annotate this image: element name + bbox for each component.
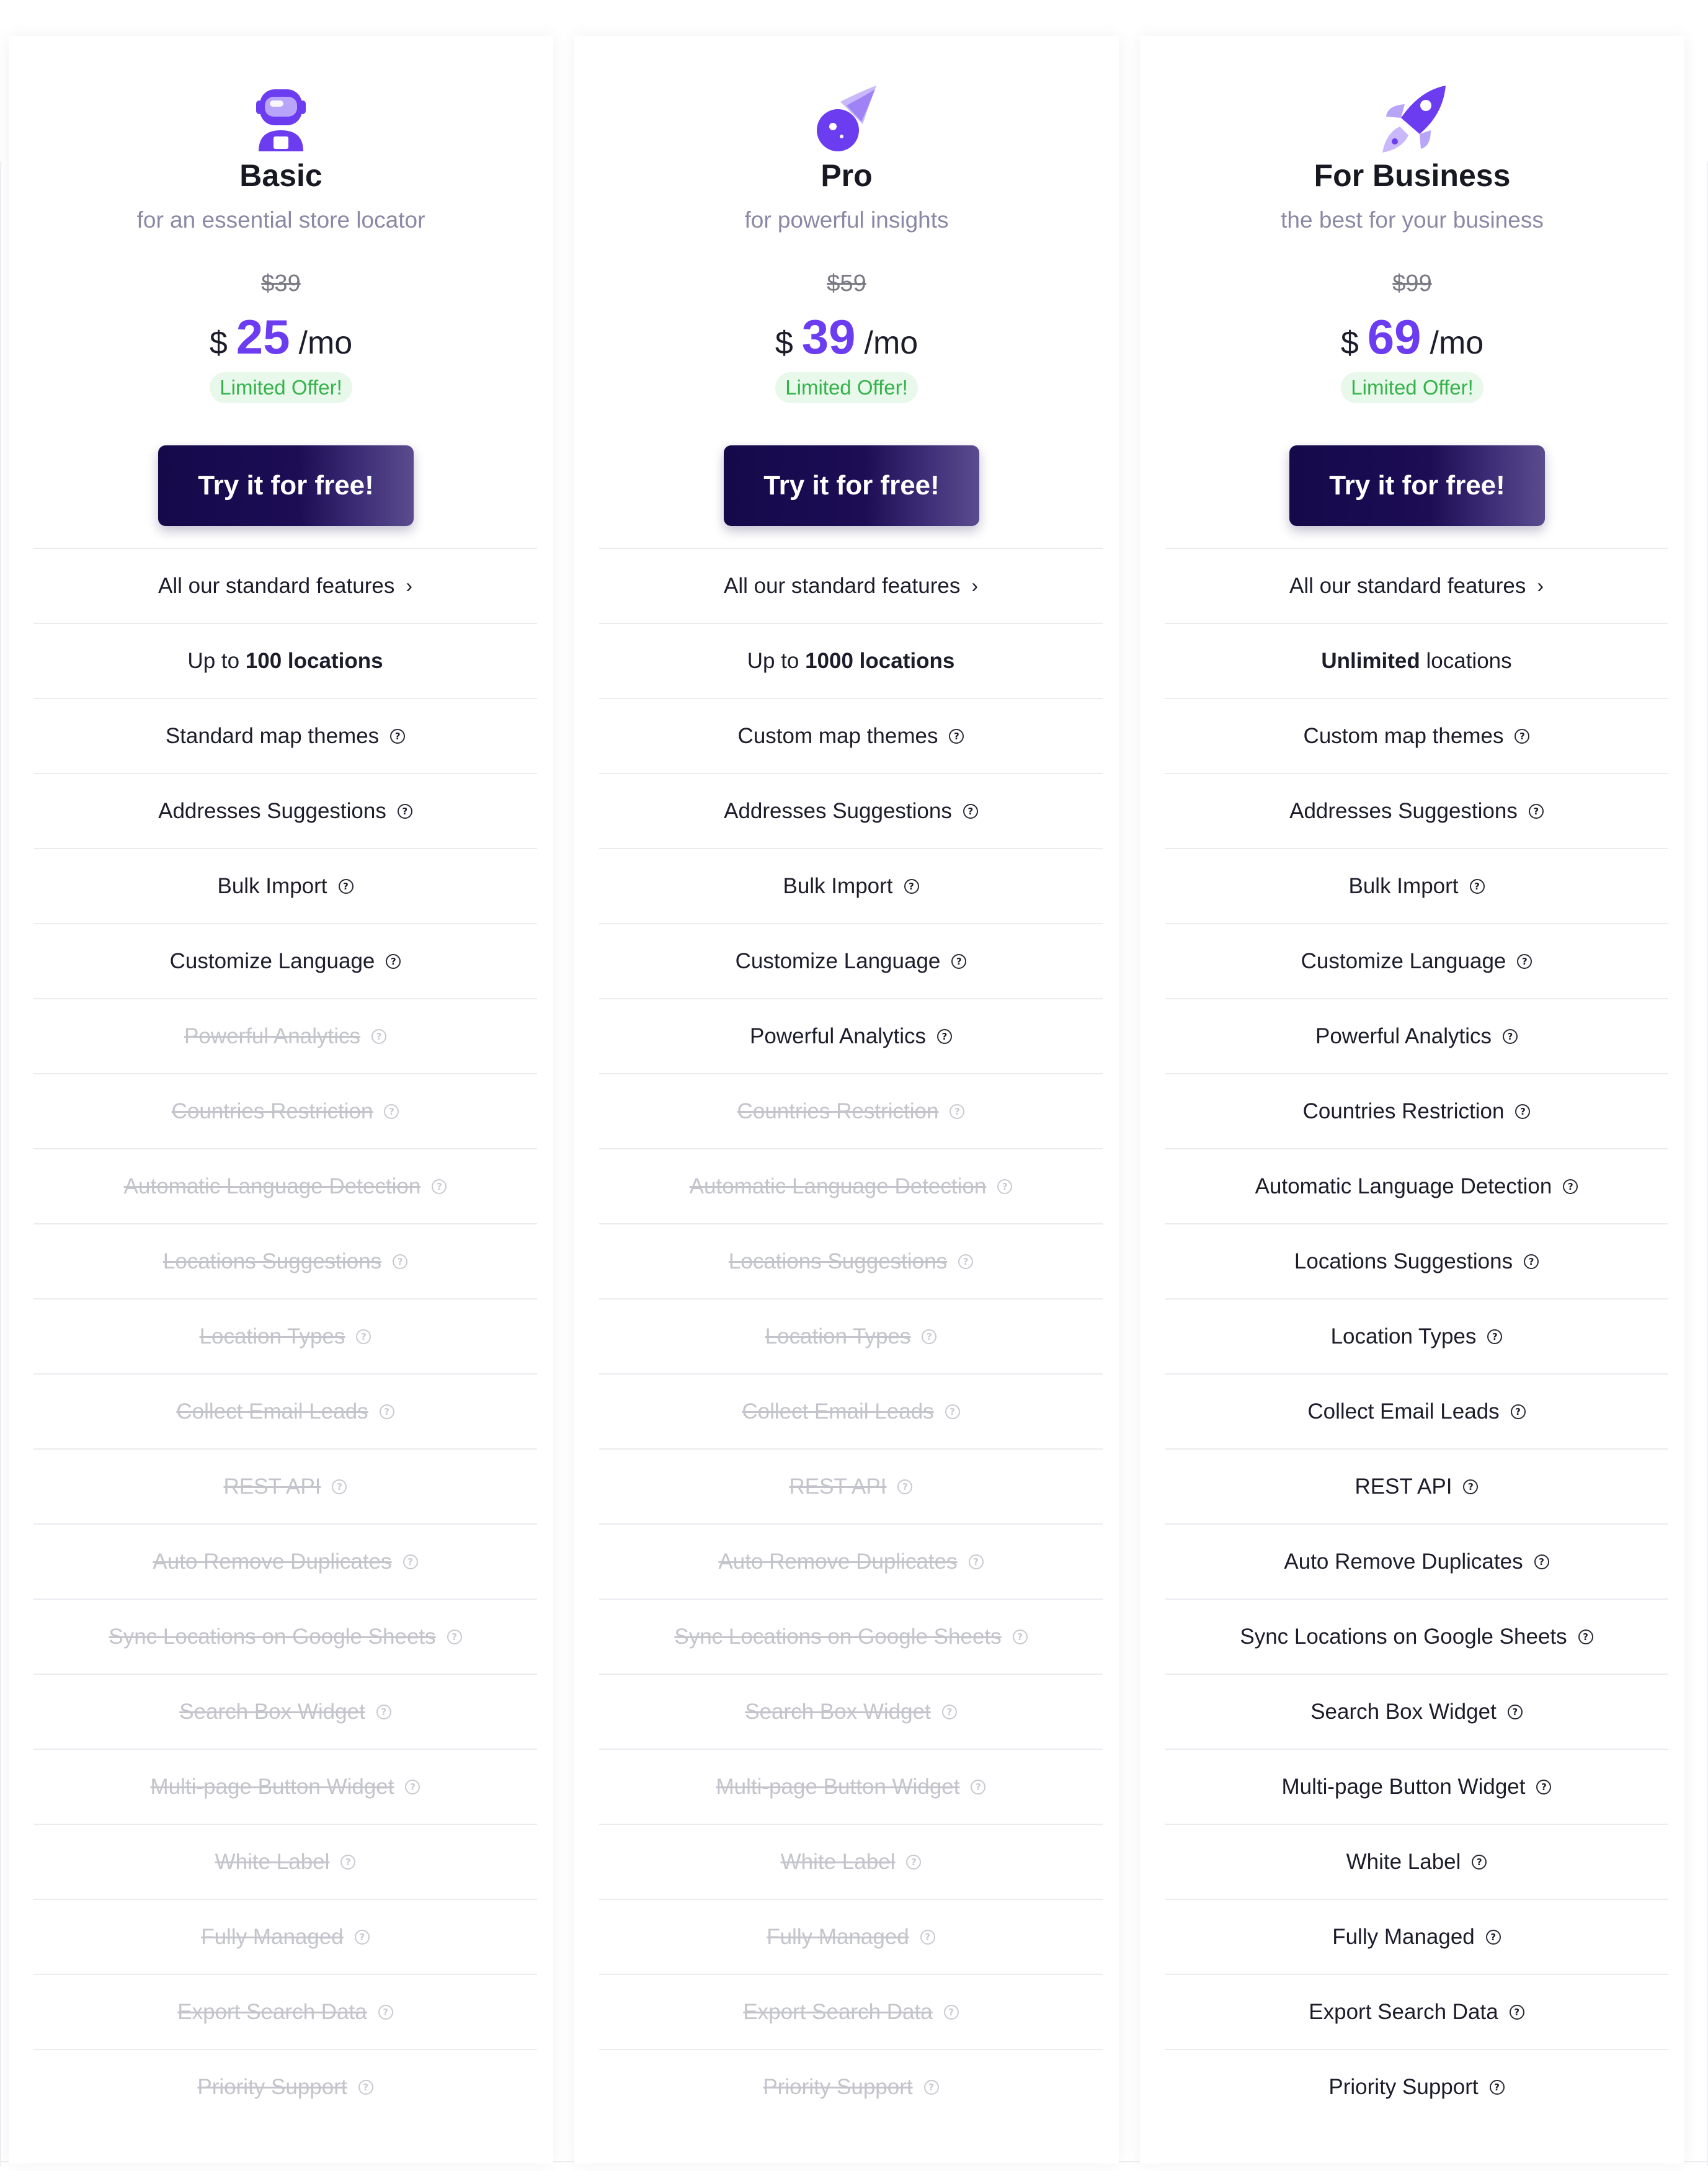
feature-label: Powerful Analytics [184,1023,361,1048]
feature-label: Search Box Widget [1310,1699,1497,1724]
help-icon[interactable]: ? [1510,2005,1524,2020]
price-amount: 25 [236,310,290,364]
help-icon[interactable]: ? [951,954,966,969]
feature-label: Custom map themes [1303,723,1504,748]
feature-label: Addresses Suggestions [1289,798,1518,823]
help-icon[interactable]: ? [1463,1479,1478,1494]
feature-row [33,1598,537,1674]
feature-row-locations [33,623,537,698]
help-icon[interactable]: ? [944,2005,959,2020]
help-icon[interactable]: ? [897,1479,912,1494]
help-icon[interactable]: ? [963,804,978,819]
feature-label: Locations Suggestions [162,1249,382,1273]
help-icon[interactable]: ? [386,954,401,969]
feature-label: Custom map themes [737,723,938,748]
feature-row [599,1298,1103,1373]
feature-row [599,1223,1103,1298]
feature-row [1165,998,1668,1073]
old-price: $39 [261,270,301,296]
help-icon[interactable]: ? [945,1404,960,1419]
help-icon[interactable]: ? [1486,1930,1501,1945]
try-free-button[interactable]: Try it for free! [158,445,414,526]
help-icon[interactable]: ? [1470,879,1485,894]
feature-list [599,548,1103,2124]
feature-row [1165,923,1668,998]
plan-header [1140,36,1684,557]
locations-limit: Unlimited [1321,648,1420,673]
feature-row [33,1148,537,1223]
rocket-icon [1369,77,1456,164]
feature-label: REST API [1354,1474,1452,1499]
help-icon[interactable]: ? [339,879,354,894]
plan-name: Pro [821,158,873,193]
feature-row [33,1448,537,1523]
feature-list [33,548,537,2124]
help-icon[interactable]: ? [1511,1404,1526,1419]
feature-row [1165,1824,1668,1899]
plan-subtitle: for powerful insights [744,207,949,233]
feature-label: All our standard features [724,573,961,598]
feature-label: Collect Email Leads [1307,1399,1500,1424]
feature-row [33,1523,537,1598]
plan-card-business [1140,36,1684,2164]
help-icon[interactable]: ? [398,804,412,819]
feature-label: Search Box Widget [745,1699,931,1724]
feature-label: Countries Restriction [737,1099,939,1123]
old-price: $59 [827,270,866,296]
plan-card-basic [9,36,553,2164]
feature-row [33,1974,537,2049]
help-icon[interactable]: ? [356,1329,371,1344]
help-icon[interactable]: ? [997,1179,1012,1194]
chevron-right-icon: › [406,574,412,597]
feature-label: Customize Language [169,948,375,973]
feature-row [599,848,1103,923]
feature-label: REST API [789,1474,887,1499]
limited-offer-badge: Limited Offer! [775,372,917,403]
help-icon[interactable]: ? [405,1780,420,1794]
feature-row [33,1073,537,1148]
old-price: $99 [1392,270,1432,296]
feature-label: Fully Managed [767,1924,909,1949]
help-icon[interactable]: ? [1487,1329,1502,1344]
pricing-plans [0,36,1708,2164]
standard-features-link[interactable] [599,548,1103,623]
chevron-right-icon: › [971,574,978,597]
help-icon[interactable]: ? [904,879,919,894]
feature-row [1165,1298,1668,1373]
locations-limit: 100 locations [245,648,383,673]
currency-symbol: $ [209,325,228,361]
astronaut-icon [238,77,324,164]
help-icon[interactable]: ? [1578,1629,1593,1644]
feature-row [599,773,1103,848]
feature-label: Sync Locations on Google Sheets [1240,1624,1567,1649]
help-icon[interactable]: ? [906,1855,921,1870]
feature-row [1165,1899,1668,1974]
currency-symbol: $ [1340,325,1359,361]
help-icon[interactable]: ? [949,729,964,744]
feature-row [33,1674,537,1749]
locations-prefix: Up to [187,648,246,673]
feature-row [1165,848,1668,923]
help-icon[interactable]: ? [358,2080,373,2095]
feature-row [599,1598,1103,1674]
help-icon[interactable]: ? [971,1780,985,1794]
feature-label: Priority Support [197,2074,347,2099]
feature-row [599,1148,1103,1223]
feature-label [1321,649,1511,674]
feature-row [1165,1073,1668,1148]
feature-row [599,1674,1103,1749]
feature-label: Locations Suggestions [728,1249,948,1273]
feature-row [33,1824,537,1899]
feature-label: Customize Language [1301,948,1506,973]
feature-row-locations [1165,623,1668,698]
limited-offer-badge: Limited Offer! [210,372,352,403]
feature-label: Automatic Language Detection [689,1174,987,1198]
feature-label: Standard map themes [165,723,380,748]
feature-row [599,1974,1103,2049]
feature-label: Location Types [765,1324,911,1349]
feature-row-locations [599,623,1103,698]
plan-card-pro [574,36,1119,2164]
help-icon[interactable]: ? [447,1629,462,1644]
feature-label: Sync Locations on Google Sheets [674,1624,1002,1649]
plan-name: Basic [239,158,322,193]
feature-label: Multi-page Button Widget [716,1774,960,1799]
feature-label: Automatic Language Detection [1255,1174,1552,1198]
feature-label: Export Search Data [1309,1999,1498,2024]
feature-label: Search Box Widget [179,1699,365,1724]
help-icon[interactable]: ? [1524,1254,1539,1269]
feature-row [599,1899,1103,1974]
help-icon[interactable]: ? [937,1029,952,1044]
feature-label: Automatic Language Detection [123,1174,421,1198]
help-icon[interactable]: ? [1515,1104,1530,1119]
price-amount: 39 [801,310,856,364]
feature-label: Auto Remove Duplicates [1284,1549,1523,1574]
feature-label: Bulk Import [217,873,327,898]
feature-row [1165,773,1668,848]
feature-label: Priority Support [1328,2074,1479,2099]
price-period: /mo [1430,325,1484,361]
try-free-button[interactable]: Try it for free! [1289,445,1545,526]
help-icon[interactable]: ? [1563,1179,1578,1194]
plan-name: For Business [1314,158,1511,193]
feature-row [33,698,537,773]
feature-label: Addresses Suggestions [158,798,386,823]
feature-label: Priority Support [763,2074,913,2099]
feature-row [599,1073,1103,1148]
help-icon[interactable]: ? [376,1705,391,1719]
price-amount: 69 [1367,310,1421,364]
feature-label: REST API [223,1474,321,1499]
feature-label: Export Search Data [743,1999,933,2024]
feature-label: Addresses Suggestions [724,798,952,823]
help-icon[interactable]: ? [403,1554,418,1569]
help-icon[interactable]: ? [920,1930,935,1945]
feature-row [1165,1598,1668,1674]
feature-row [33,1298,537,1373]
plan-subtitle: for an essential store locator [136,207,425,233]
feature-label: White Label [780,1849,896,1874]
help-icon[interactable]: ? [1490,2080,1505,2095]
price-period: /mo [298,325,353,361]
meteor-icon [803,77,890,164]
feature-row [599,698,1103,773]
locations-prefix: Up to [747,648,806,673]
feature-row [599,998,1103,1073]
chevron-right-icon: › [1537,574,1544,597]
plan-subtitle: the best for your business [1281,207,1544,233]
feature-row [1165,1674,1668,1749]
feature-row [1165,1523,1668,1598]
feature-row [599,1373,1103,1448]
feature-row [1165,1373,1668,1448]
feature-label: Export Search Data [177,1999,367,2024]
feature-label: Collect Email Leads [176,1399,368,1424]
feature-row [599,1749,1103,1824]
feature-row [599,1523,1103,1598]
feature-row [33,923,537,998]
help-icon[interactable]: ? [1515,729,1529,744]
help-icon[interactable]: ? [1508,1705,1523,1719]
feature-label [747,649,955,674]
feature-label: Multi-page Button Widget [1281,1774,1526,1799]
feature-label: Auto Remove Duplicates [718,1549,958,1574]
help-icon[interactable]: ? [340,1855,355,1870]
help-icon[interactable]: ? [958,1254,973,1269]
help-icon[interactable]: ? [432,1179,447,1194]
feature-label: Countries Restriction [171,1099,373,1123]
help-icon[interactable]: ? [384,1104,399,1119]
locations-limit: 1000 locations [805,648,955,673]
help-icon[interactable]: ? [355,1930,370,1945]
currency-symbol: $ [775,325,793,361]
help-icon[interactable]: ? [924,2080,939,2095]
feature-row [599,2049,1103,2124]
feature-row [599,1824,1103,1899]
standard-features-link[interactable] [33,548,537,623]
help-icon[interactable]: ? [393,1254,407,1269]
feature-label: Auto Remove Duplicates [153,1549,392,1574]
feature-row [1165,1223,1668,1298]
feature-row [1165,698,1668,773]
help-icon[interactable]: ? [942,1705,957,1719]
plan-header [9,36,553,557]
help-icon[interactable]: ? [378,2005,393,2020]
help-icon[interactable]: ? [1536,1780,1551,1794]
feature-row [599,1448,1103,1523]
help-icon[interactable]: ? [1503,1029,1518,1044]
feature-row [1165,1148,1668,1223]
help-icon[interactable]: ? [950,1104,964,1119]
try-free-button[interactable]: Try it for free! [724,445,979,526]
price [9,309,553,365]
feature-label: Bulk Import [1348,873,1459,898]
feature-row [33,1223,537,1298]
help-icon[interactable]: ? [1529,804,1544,819]
feature-label: Fully Managed [1332,1924,1475,1949]
feature-row [33,1373,537,1448]
standard-features-link[interactable] [1165,548,1668,623]
help-icon[interactable]: ? [969,1554,984,1569]
limited-offer-badge: Limited Offer! [1341,372,1483,403]
feature-list [1165,548,1668,2124]
feature-row [33,773,537,848]
help-icon[interactable]: ? [1517,954,1532,969]
feature-row [1165,1749,1668,1824]
help-icon[interactable]: ? [332,1479,347,1494]
feature-label: Locations Suggestions [1294,1249,1513,1273]
feature-row [1165,2049,1668,2124]
locations-suffix: locations [1420,648,1512,673]
feature-row [33,1899,537,1974]
feature-label: Countries Restriction [1302,1099,1505,1123]
help-icon[interactable]: ? [390,729,405,744]
help-icon[interactable]: ? [371,1029,386,1044]
feature-row [33,2049,537,2124]
feature-label [187,649,383,674]
feature-label: Collect Email Leads [742,1399,934,1424]
feature-label: Powerful Analytics [1315,1023,1492,1048]
feature-row [33,998,537,1073]
price [574,309,1119,365]
feature-label: Customize Language [735,948,941,973]
feature-label: Bulk Import [783,873,893,898]
feature-label: All our standard features [158,573,395,598]
feature-label: White Label [215,1849,330,1874]
help-icon[interactable]: ? [922,1329,936,1344]
feature-row [33,1749,537,1824]
feature-label: Sync Locations on Google Sheets [109,1624,436,1649]
feature-label: Fully Managed [201,1924,344,1949]
feature-row [33,848,537,923]
feature-label: Location Types [199,1324,345,1349]
feature-label: Location Types [1330,1324,1477,1349]
feature-label: Powerful Analytics [749,1023,927,1048]
feature-label: Multi-page Button Widget [150,1774,394,1799]
help-icon[interactable]: ? [1013,1629,1028,1644]
help-icon[interactable]: ? [380,1404,394,1419]
price-period: /mo [864,325,918,361]
feature-label: All our standard features [1289,573,1526,598]
plan-header [574,36,1119,557]
feature-label: White Label [1346,1849,1461,1874]
help-icon[interactable]: ? [1472,1855,1487,1870]
help-icon[interactable]: ? [1534,1554,1549,1569]
feature-row [1165,1448,1668,1523]
feature-row [599,923,1103,998]
feature-row [1165,1974,1668,2049]
price [1140,309,1684,365]
